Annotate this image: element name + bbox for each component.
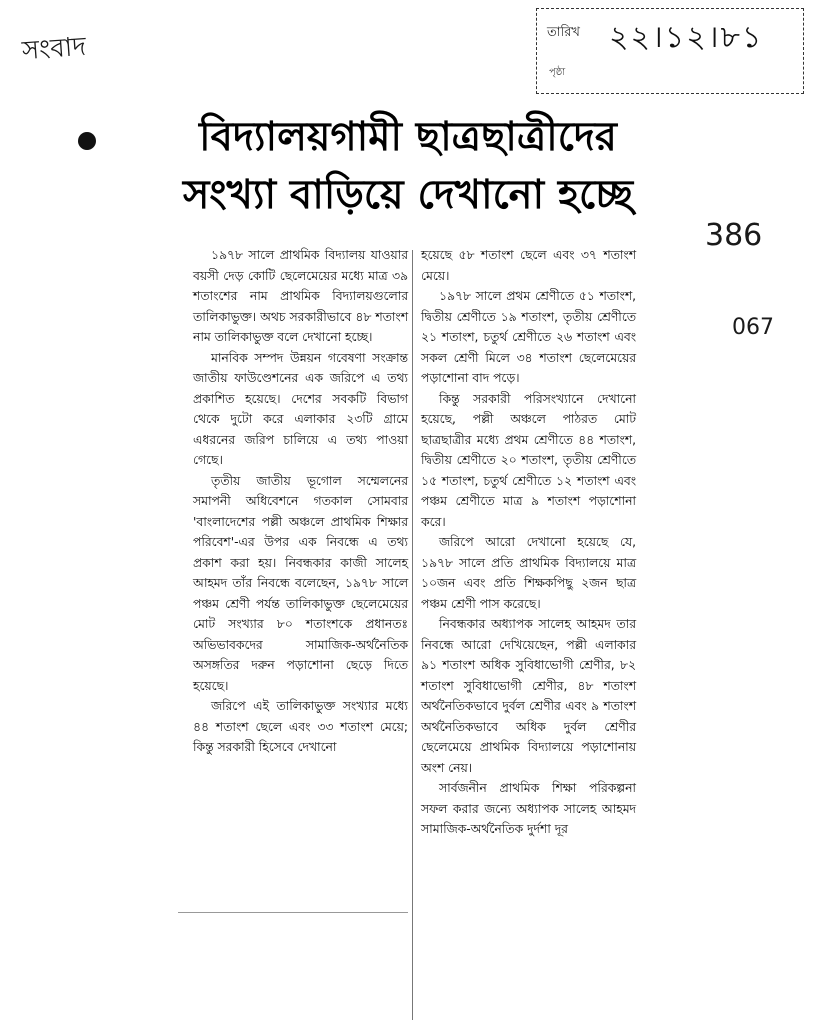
margin-number: 067	[732, 315, 774, 340]
paragraph: সার্বজনীন প্রাথমিক শিক্ষা পরিকল্পনা সফল করার জন্যে অধ্যাপক সালেহ আহমদ সামাজিক-অর্থনৈতিক দুর্দশা দূর	[421, 781, 636, 836]
paragraph: তৃতীয় জাতীয় ভূগোল সম্মেলনের সমাপনী অধিবেশনে গতকাল সোমবার 'বাংলাদেশের পল্লী অঞ্চলে প্রাথমিক শিক্ষার পরিবেশ'-এর উপর এক নিবন্ধে এ তথ্য প্রকাশ করা হয়। নিবন্ধকার কাজী সালেহ আহমদ তাঁর নিবন্ধে বলেছেন, ১৯৭৮ সালে পঞ্চম শ্রেণী পর্যন্ত তালিকাভুক্ত ছেলেমেয়ের মোট সংখ্যার ৮০ শতাংশকে প্রধানতঃ অভিভাবকদের সামাজিক-অর্থনৈতিক অসঙ্গতির দরুন পড়াশোনা ছেড়ে দিতে হয়েছে।	[193, 473, 408, 693]
newspaper-clipping	[178, 100, 638, 1024]
margin-number: 386	[705, 218, 763, 253]
handwritten-source-note: সংবাদ	[20, 31, 87, 67]
date-stamp-box	[536, 8, 804, 94]
paragraph: জরিপে আরো দেখানো হয়েছে যে, ১৯৭৮ সালে প্রতি প্রাথমিক বিদ্যালয়ে মাত্র ১০জন এবং প্রতি শিক্ষকপিছু ২জন ছাত্র পঞ্চম শ্রেণী পাস করেছে।	[421, 535, 636, 611]
article-column-right	[421, 245, 636, 840]
paragraph: হয়েছে ৫৮ শতাংশ ছেলে এবং ৩৭ শতাংশ মেয়ে।	[421, 248, 636, 283]
article-column-left	[193, 245, 408, 758]
column-divider	[412, 250, 413, 1020]
paragraph: জরিপে এই তালিকাভুক্ত সংখ্যার মধ্যে ৪৪ শতাংশ ছেলে এবং ৩৩ শতাংশ মেয়ে; কিন্তু সরকারী হিসেবে দেখানো	[193, 699, 408, 754]
paragraph: ১৯৭৮ সালে প্রথম শ্রেণীতে ৫১ শতাংশ, দ্বিতীয় শ্রেণীতে ১৯ শতাংশ, তৃতীয় শ্রেণীতে ২১ শতাংশ, চতুর্থ শ্রেণীতে ২৬ শতাংশ এবং সকল শ্রেণী মিলে ৩৪ শতাংশ ছেলেমেয়ের পড়াশোনা বাদ পড়ে।	[421, 289, 636, 385]
date-label: তারিখ	[547, 25, 580, 40]
clipping-edge	[178, 912, 408, 913]
article-headline: বিদ্যালয়গামী ছাত্রছাত্রীদের সংখ্যা বাড়িয়ে দেখানো হচ্ছে	[183, 113, 633, 218]
date-value: ২২।১২।৮১	[609, 20, 764, 55]
punch-hole-mark	[78, 132, 96, 150]
paragraph: ১৯৭৮ সালে প্রাথমিক বিদ্যালয় যাওয়ার বয়সী দেড় কোটি ছেলেমেয়ের মধ্যে মাত্র ৩৯ শতাংশের নাম প্রাথমিক বিদ্যালয়গুলোর তালিকাভুক্ত। অথচ সরকারীভাবে ৪৮ শতাংশ নাম তালিকাভুক্ত বলে দেখানো হচ্ছে।	[193, 248, 408, 344]
paragraph: নিবন্ধকার অধ্যাপক সালেহ আহমদ তার নিবন্ধে আরো দেখিয়েছেন, পল্লী এলাকার ৯১ শতাংশ অধিক সুবিধাভোগী শ্রেণীর, ৮২ শতাংশ সুবিধাভোগী শ্রেণীর, ৪৮ শতাংশ অর্থনৈতিকভাবে দুর্বল শ্রেণীর এবং ৯ শতাংশ অর্থনৈতিকভাবে অধিক দুর্বল শ্রেণীর ছেলেমেয়ে প্রাথমিক বিদ্যালয়ে পড়াশোনায় অংশ নেয়।	[421, 617, 636, 775]
paragraph: কিন্তু সরকারী পরিসংখ্যানে দেখানো হয়েছে, পল্লী অঞ্চলে পাঠরত মোট ছাত্রছাত্রীর মধ্যে প্রথম শ্রেণীতে ৪৪ শতাংশ, দ্বিতীয় শ্রেণীতে ২০ শতাংশ, তৃতীয় শ্রেণীতে ১৫ শতাংশ, চতুর্থ শ্রেণীতে ১২ শতাংশ এবং পঞ্চম শ্রেণীতে মাত্র ৯ শতাংশ পড়াশোনা করে।	[421, 391, 636, 529]
paragraph: মানবিক সম্পদ উন্নয়ন গবেষণা সংক্রান্ত জাতীয় ফাউণ্ডেশনের এক জরিপে এ তথ্য প্রকাশিত হয়েছে। দেশের সবকটি বিভাগ থেকে দুটো করে এলাকার ২৩টি গ্রামে এধরনের জরিপ চালিয়ে এ তথ্য পাওয়া গেছে।	[193, 350, 408, 467]
page-label: পৃষ্ঠা	[549, 67, 566, 78]
